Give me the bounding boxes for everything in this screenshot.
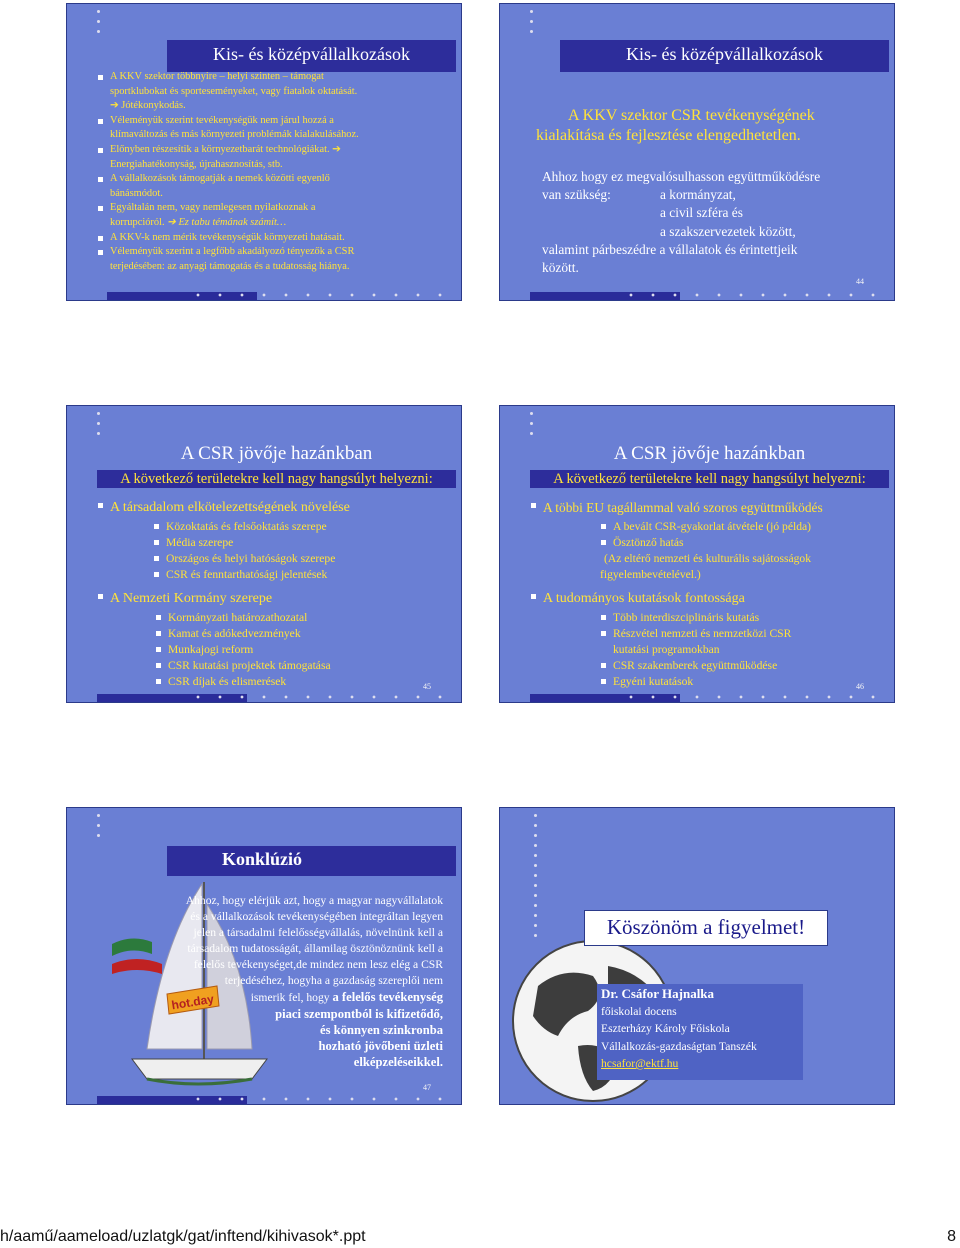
decor-rule	[620, 695, 884, 699]
section-list	[530, 498, 892, 518]
list-item: CSR díjak és elismerések	[155, 674, 331, 690]
list-item: CSR és fenntarthatósági jelentések	[153, 567, 335, 583]
list-item: A KKV szektor többnyire – helyi szinten – támogat sportklubokat és sporteseményeket, vagy fiatalok oktatását. ➔ Jótékonykodás.	[97, 70, 459, 114]
section-heading: A társadalom elkötelezettségének növelése	[97, 498, 457, 518]
decor-rule	[187, 293, 451, 297]
list-item: A bevált CSR-gyakorlat átvétele (jó példa)	[600, 519, 811, 535]
decor-rule	[620, 293, 884, 297]
title-bar	[167, 846, 456, 876]
decor-rule	[187, 1097, 451, 1101]
decor-rule	[187, 695, 451, 699]
slide-number: 47	[423, 1083, 431, 1092]
slide-heading: A KKV szektor CSR tevékenységének kialakítása és fejlesztése elengedhetetlen.	[536, 107, 815, 144]
slide-subtitle: A következő területekre kell nagy hangsúlyt helyezni:	[553, 471, 866, 487]
slide-number: 44	[856, 277, 864, 286]
slide-3	[66, 405, 462, 703]
slide-number: 46	[856, 682, 864, 691]
slide-title: Kis- és középvállalkozások	[626, 44, 823, 64]
list-item: A vállalkozások támogatják a nemek közötti egyenlő bánásmódot.	[97, 172, 459, 201]
decor-dots	[97, 814, 105, 844]
list-item: Több interdiszciplináris kutatás	[600, 610, 791, 626]
slide-title: A CSR jövője hazánkban	[180, 443, 373, 464]
bullet-list	[97, 70, 459, 274]
decor-dots	[534, 814, 542, 944]
slide-title: A CSR jövője hazánkban	[613, 443, 806, 464]
sub-list	[155, 610, 331, 690]
section-list	[97, 498, 457, 518]
note: (Az eltérő nemzeti és kulturális sajátosságok figyelembevételével.)	[600, 552, 812, 581]
decor-dots	[97, 412, 105, 442]
slide-1	[66, 3, 462, 301]
list-item: Véleményük szerint tevékenységük nem járul hozzá a klímaváltozás és más környezeti problémák kialakulásához.	[97, 114, 459, 143]
contact-info: Dr. Csáfor Hajnalka főiskolai docens Eszterházy Károly Főiskola Vállalkozás-gazdaságtan Tanszék hcsafor@ektf.hu	[601, 986, 757, 1070]
list-item: Véleményük szerint a legfőbb akadályozó tényezők a CSR terjedésében: az anyagi támogatás és a tudatosság hiánya.	[97, 245, 459, 274]
slide-subtitle: A következő területekre kell nagy hangsúlyt helyezni:	[120, 471, 433, 487]
email-link[interactable]: hcsafor@ektf.hu	[601, 1057, 679, 1070]
list-item: Egyáltalán nem, vagy nemlegesen nyilatkoznak a korrupcióról. ➔ Ez tabu témának számít…	[97, 201, 459, 230]
list-item: Egyéni kutatások	[600, 674, 791, 690]
section-heading: A tudományos kutatások fontossága	[530, 589, 892, 609]
list-item: Kamat és adókedvezmények	[155, 626, 331, 642]
section-heading: A többi EU tagállammal való szoros együttműködés	[530, 498, 892, 518]
decor-dots	[97, 10, 105, 40]
sub-list	[153, 519, 335, 583]
slide-4	[499, 405, 895, 703]
conclusion-text: Ahhoz, hogy elérjük azt, hogy a magyar nagyvállalatok és a vállalkozások tevékenységében integráltan legyen jelen a társadalmi felelősségvállalás, növelnünk kell a társadalom tudatosságát, államilag ösztönöznünk kell a felelős tevékenységet,de mindez nem lesz elég a CSR terjedéséhez, hogyha a gazdaság szereplői nem ismerik fel, hogy a felelős tevékenység piaci szempontból is kifizetődő, és könnyen szinkronba hozható jövőbeni üzleti elképzeléseikkel.	[185, 894, 443, 1069]
list-item: A KKV-k nem mérik tevékenységük környezeti hatásait.	[97, 231, 459, 246]
section-list	[97, 589, 457, 609]
section-list	[530, 589, 892, 609]
slide-2	[499, 3, 895, 301]
list-item: Kormányzati határozathozatal	[155, 610, 331, 626]
section-heading: A Nemzeti Kormány szerepe	[97, 589, 457, 609]
sail-label: hot.day	[170, 991, 215, 1013]
slide-6	[499, 807, 895, 1105]
list-item: Ösztönző hatás	[600, 535, 811, 551]
file-path: h/aamű/aameload/uzlatgk/gat/inftend/kihivasok*.ppt	[0, 1228, 366, 1245]
slide-body: Ahhoz hogy ez megvalósulhasson együttműködésre van szükség: a kormányzat, a civil szféra és a szakszervezetek között, valamint párbeszédre a vállalatok és érintettjeik között.	[542, 169, 821, 276]
list-item: Média szerepe	[153, 535, 335, 551]
list-item: Közoktatás és felsőoktatás szerepe	[153, 519, 335, 535]
page-number: 8	[947, 1228, 956, 1245]
list-item: Részvétel nemzeti és nemzetközi CSR kutatási programokban	[600, 626, 791, 658]
list-item: CSR kutatási projektek támogatása	[155, 658, 331, 674]
list-item: Előnyben részesítik a környezetbarát technológiákat. ➔ Energiahatékonyság, újrahasznosítás, stb.	[97, 143, 459, 172]
slide-title: Konklúzió	[222, 849, 303, 869]
list-item: Országos és helyi hatóságok szerepe	[153, 551, 335, 567]
sub-list	[600, 519, 811, 551]
slide-5	[66, 807, 462, 1105]
slide-title: Kis- és középvállalkozások	[213, 44, 410, 64]
sub-list	[600, 610, 791, 690]
slide-title: Köszönöm a figyelmet!	[606, 915, 806, 939]
decor-dots	[530, 10, 538, 40]
list-item: CSR szakemberek együttműködése	[600, 658, 791, 674]
list-item: Munkajogi reform	[155, 642, 331, 658]
slide-number: 45	[423, 682, 431, 691]
decor-dots	[530, 412, 538, 442]
